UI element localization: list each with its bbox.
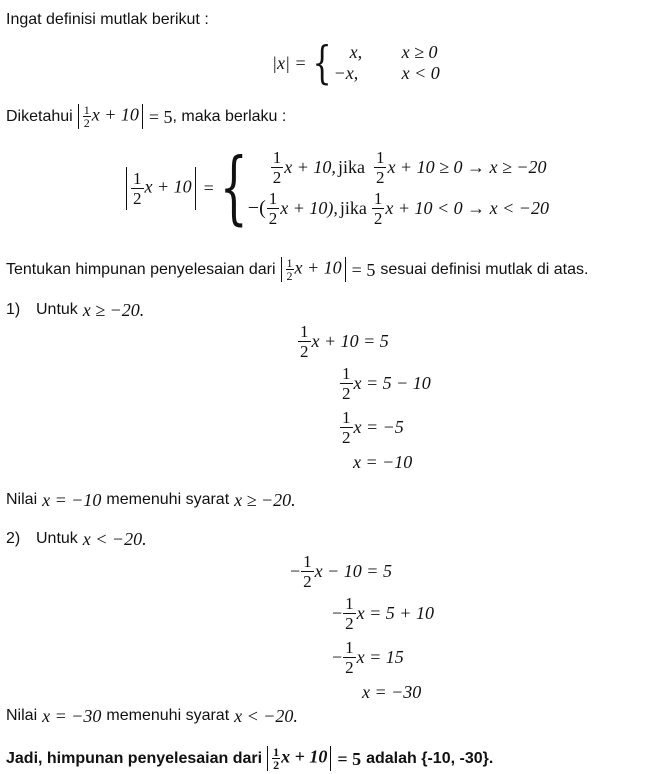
case1-step: $\frac{1}{2}$ x = 5 − 10 [342, 364, 431, 403]
left-brace-icon: { [219, 142, 248, 234]
definition-lhs: |x| = [272, 52, 307, 73]
case2-conclusion: Nilai x = −30 memenuhi syarat x < −20. [6, 706, 298, 726]
intro-heading: Ingat definisi mutlak berikut : [6, 11, 209, 28]
case2-step: − $\frac{1}{2}$ x = 15 [332, 638, 404, 677]
absolute-value-expression: $\frac{1}{2}$ x + 10 [126, 167, 196, 210]
absolute-value-expression: $\frac{1}{2}$ x + 10 [281, 257, 346, 282]
given-suffix: , maka berlaku : [172, 107, 287, 125]
case1-header: 1) Untuk x ≥ −20. [6, 300, 145, 320]
piecewise-cases [248, 148, 549, 228]
case2-step: − $\frac{1}{2}$ x − 10 = 5 [290, 552, 392, 591]
case-condition: x ≥ 0 [401, 42, 438, 62]
final-answer: Jadi, himpunan penyelesaian dari $\frac{1}{2}$ x + 10 = 5 adalah {-10, -30}. [6, 745, 494, 772]
case-value: −x, [333, 63, 359, 83]
case2-step: x = −30 [362, 682, 422, 702]
case2-step: − $\frac{1}{2}$ x = 5 + 10 [332, 594, 434, 633]
case-condition: x < 0 [401, 63, 440, 83]
case-value: x, [349, 42, 363, 62]
case1-step: x = −10 [353, 452, 413, 472]
piecewise-case: $\frac{1}{2}$ x + 10, jika $\frac{1}{2}$ x + 10 ≥ 0 → x ≥ −20 [272, 148, 547, 187]
definition-cases [334, 42, 440, 84]
piecewise-definition: $\frac{1}{2}$ x + 10 = { $\frac{1}{2}$ x + 10, jika $\frac{1}{2}$ x + 10 ≥ 0 → x ≥ −20 −( $\frac{1}{2}$ x + 10), jika $\frac{1}{2}$ x + 10 < 0 → x < −20 [126, 148, 549, 228]
absolute-value-expression: $\frac{1}{2}$ x + 10 [78, 104, 143, 129]
case1-step: $\frac{1}{2}$ x = −5 [342, 408, 404, 447]
given-line: Diketahui $\frac{1}{2}$ x + 10 = 5 , maka berlaku : [6, 103, 287, 130]
piecewise-case: −( $\frac{1}{2}$ x + 10), jika $\frac{1}{2}$ x + 10 < 0 → x < −20 [247, 189, 549, 228]
task-line: Tentukan himpunan penyelesaian dari $\frac{1}{2}$ x + 10 = 5 sesuai definisi mutlak di atas. [6, 256, 589, 283]
absolute-value-expression: $\frac{1}{2}$ x + 10 [267, 746, 331, 771]
case1-conclusion: Nilai x = −10 memenuhi syarat x ≥ −20. [6, 490, 296, 510]
left-brace-icon: { [312, 36, 332, 90]
case1-step: $\frac{1}{2}$ x + 10 = 5 [300, 322, 389, 361]
case2-header: 2) Untuk x < −20. [6, 529, 147, 549]
given-prefix: Diketahui [6, 107, 73, 125]
abs-definition [272, 36, 440, 90]
